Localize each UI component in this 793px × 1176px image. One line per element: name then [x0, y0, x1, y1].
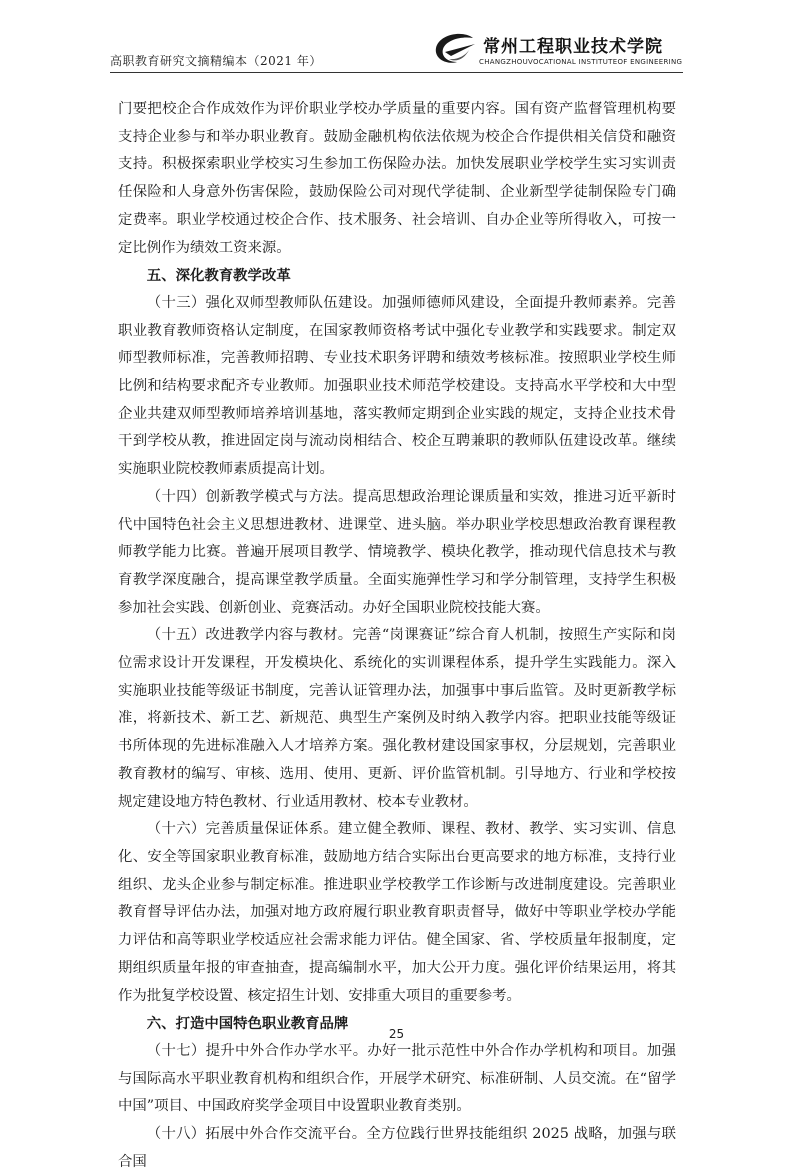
body-paragraph: （十四）创新教学模式与方法。提高思想政治理论课质量和实效，推进习近平新时代中国特色社会主义思想进教材、进课堂、进头脑。举办职业学校思想政治教育课程教师教学能力比赛。普遍开展项目教学、情境教学、模块化教学，推动现代信息技术与教育教学深度融合，提高课堂教学质量。全面实施弹性学习和学分制管理，支持学生积极参加社会实践、创新创业、竞赛活动。办好全国职业院校技能大赛。: [118, 488, 676, 616]
college-logo: [433, 30, 683, 72]
header-title: 高职教育研究文摘精编本（2021 年）: [110, 54, 322, 68]
page-number: 25: [388, 1027, 405, 1041]
body-paragraph: （十三）强化双师型教师队伍建设。加强师德师风建设，全面提升教师素养。完善职业教育教师资格认定制度，在国家教师资格考试中强化专业教学和实践要求。制定双师型教师标准，完善教师招聘、专业技术职务评聘和绩效考核标准。按照职业学校生师比例和结构要求配齐专业教师。加强职业技术师范学校建设。支持高水平学校和大中型企业共建双师型教师培养培训基地，落实教师定期到企业实践的规定，支持企业技术骨干到学校从教，推进固定岗与流动岗相结合、校企互聘兼职的教师队伍建设改革。继续实施职业院校教师素质提高计划。: [118, 294, 676, 478]
body-paragraph: 门要把校企合作成效作为评价职业学校办学质量的重要内容。国有资产监督管理机构要支持企业参与和举办职业教育。鼓励金融机构依法依规为校企合作提供相关信贷和融资支持。积极探索职业学校实习生参加工伤保险办法。加快发展职业学校学生实习实训责任保险和人身意外伤害保险，鼓励保险公司对现代学徒制、企业新型学徒制保险专门确定费率。职业学校通过校企合作、技术服务、社会培训、自办企业等所得收入，可按一定比例作为绩效工资来源。: [118, 101, 676, 256]
body-paragraph: （十五）改进教学内容与教材。完善“岗课赛证”综合育人机制，按照生产实际和岗位需求设计开发课程，开发模块化、系统化的实训课程体系，提升学生实践能力。深入实施职业技能等级证书制度，完善认证管理办法，加强事中事后监管。及时更新教学标准，将新技术、新工艺、新规范、典型生产案例及时纳入教学内容。把职业技能等级证书所体现的先进标准融入人才培养方案。强化教材建设国家事权，分层规划，完善职业教育教材的编写、审核、选用、使用、更新、评价监管机制。引导地方、行业和学校按规定建设地方特色教材、行业适用教材、校本专业教材。: [118, 627, 676, 810]
body-paragraph: （十八）拓展中外合作交流平台。全方位践行世界技能组织 2025 战略，加强与联合国: [118, 1126, 676, 1170]
section-heading: 五、深化教育教学改革: [146, 267, 291, 285]
page-header: [110, 30, 683, 72]
logo-chinese-name: 常州工程职业技术学院: [483, 37, 663, 57]
header-divider: [110, 72, 683, 73]
logo-english-name: CHANGZHOUVOCATIONAL INSTITUTEOF ENGINEERING: [479, 58, 683, 66]
section-heading: 六、打造中国特色职业教育品牌: [146, 1015, 349, 1033]
body-paragraph: （十七）提升中外合作办学水平。办好一批示范性中外合作办学机构和项目。加强与国际高水平职业教育机构和组织合作，开展学术研究、标准研制、人员交流。在“留学中国”项目、中国政府奖学金项目中设置职业教育类别。: [118, 1042, 676, 1115]
body-paragraph: （十六）完善质量保证体系。建立健全教师、课程、教材、教学、实习实训、信息化、安全等国家职业教育标准，鼓励地方结合实际出台更高要求的地方标准，支持行业组织、龙头企业参与制定标准。推进职业学校教学工作诊断与改进制度建设。完善职业教育督导评估办法，加强对地方政府履行职业教育职责督导，做好中等职业学校办学能力评估和高等职业学校适应社会需求能力评估。健全国家、省、学校质量年报制度，定期组织质量年报的审查抽查，提高编制水平，加大公开力度。强化评价结果运用，将其作为批复学校设置、核定招生计划、安排重大项目的重要参考。: [118, 821, 676, 1004]
document-body: [118, 96, 676, 1176]
college-emblem-icon: [433, 32, 477, 66]
